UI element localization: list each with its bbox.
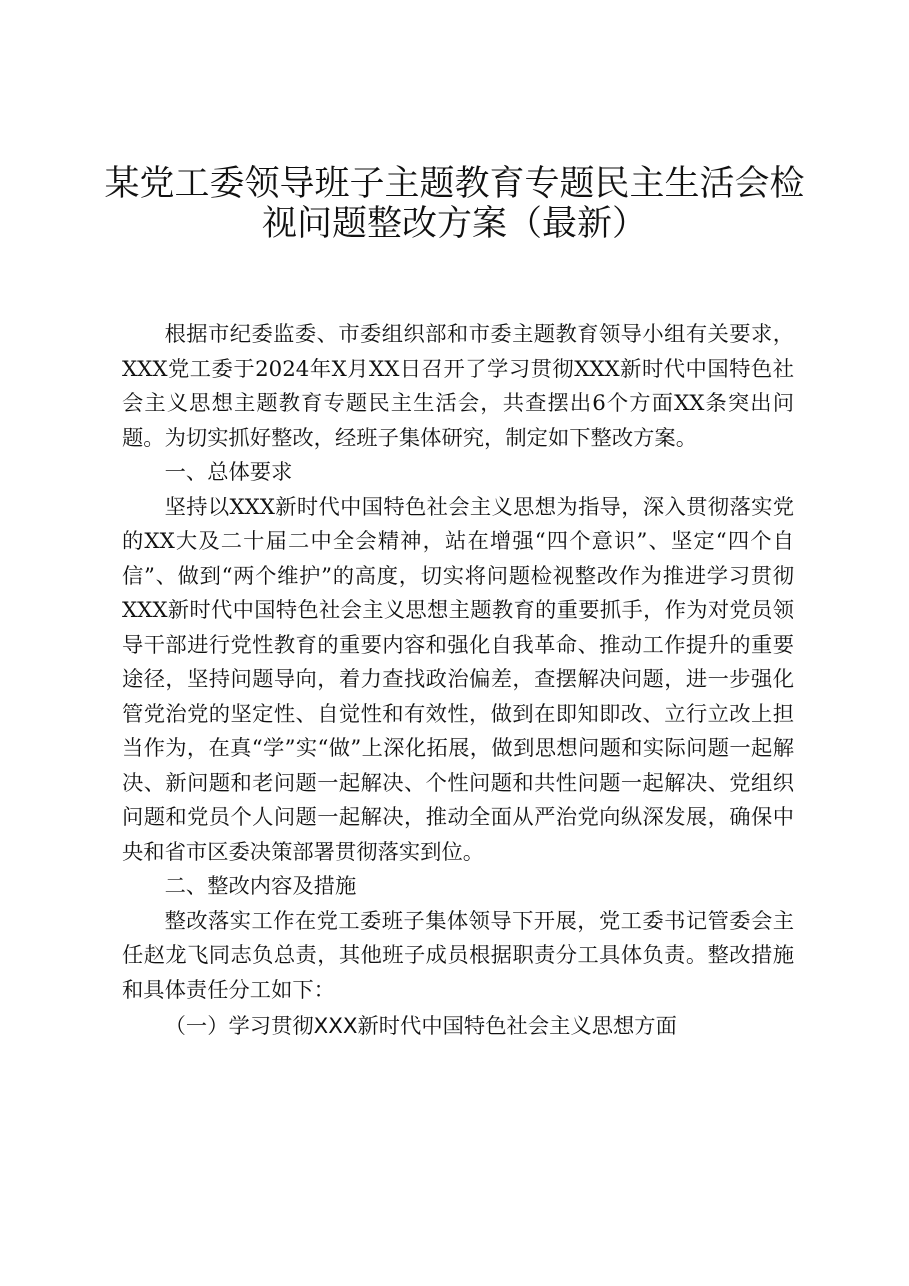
subsection-heading-study: （一）学习贯彻XXX新时代中国特色社会主义思想方面 (164, 1014, 677, 1039)
section-heading-general-requirements: 一、总体要求 (164, 460, 293, 485)
section-heading-rectification-measures: 二、整改内容及措施 (164, 874, 357, 899)
document-body (122, 318, 794, 1045)
rectification-measures-paragraph: 整改落实工作在党工委班子集体领导下开展，党工委书记管委会主任赵龙飞同志负总责，其他班子成员根据职责分工具体负责。整改措施和具体责任分工如下： (122, 908, 794, 1003)
document-title-line-1: 某党工委领导班子主题教育专题民主生活会检 (104, 164, 805, 204)
general-requirements-paragraph: 坚持以XXX新时代中国特色社会主义思想为指导，深入贯彻落实党的XX大及二十届二中全会精神，站在增强“四个意识”、坚定“四个自信”、做到“两个维护”的高度，切实将问题检视整改作为推进学习贯彻XXX新时代中国特色社会主义思想主题教育的重要抓手，作为对党员领导干部进行党性教育的重要内容和强化自我革命、推动工作提升的重要途径，坚持问题导向，着力查找政治偏差，查摆解决问题，进一步强化管党治党的坚定性、自觉性和有效性，做到在即知即改、立行立改上担当作为，在真“学”实“做”上深化拓展，做到思想问题和实际问题一起解决、新问题和老问题一起解决、个性问题和共性问题一起解决、党组织问题和党员个人问题一起解决，推动全面从严治党向纵深发展，确保中央和省市区委决策部署贯彻落实到位。 (122, 494, 794, 865)
intro-paragraph: 根据市纪委监委、市委组织部和市委主题教育领导小组有关要求，XXX党工委于2024年X月XX日召开了学习贯彻XXX新时代中国特色社会主义思想主题教育专题民主生活会，共查摆出6个方面XX条突出问题。为切实抓好整改，经班子集体研究，制定如下整改方案。 (122, 322, 794, 451)
document-title-line-2: 视问题整改方案（最新） (261, 204, 647, 244)
